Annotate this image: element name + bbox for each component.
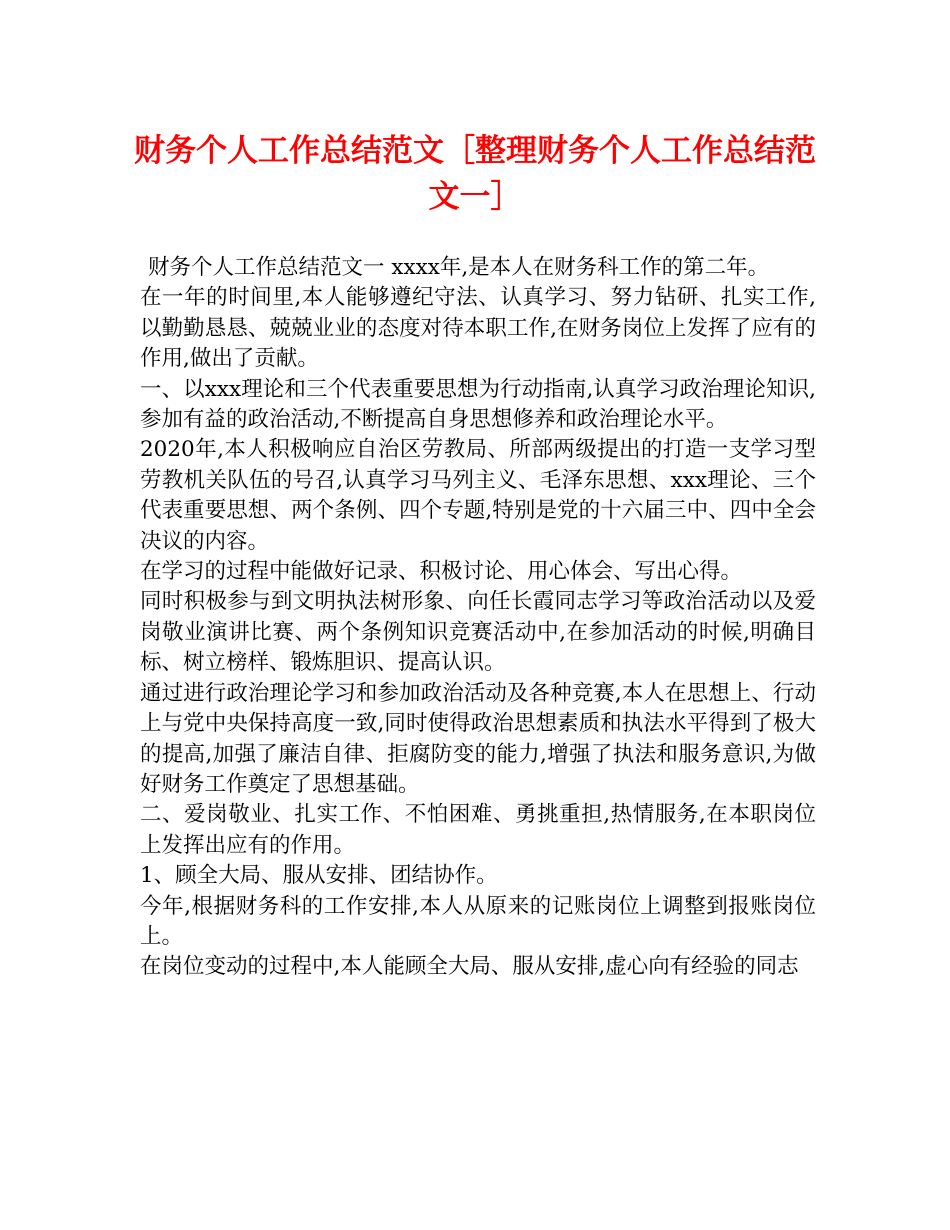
paragraph: 通过进行政治理论学习和参加政治活动及各种竞赛,本人在思想上、行动上与党中央保持高度一致,同时使得政治思想素质和执法水平得到了极大的提高,加强了廉洁自律、拒腐防变的能力,增强了执法和服务意识,为做好财务工作奠定了思想基础。 [140, 680, 816, 797]
paragraph: 1、顾全大局、服从安排、团结协作。 [140, 863, 498, 889]
paragraph: 财务个人工作总结范文一 xxxx年,是本人在财务科工作的第二年。 [148, 255, 770, 280]
paragraph: 同时积极参与到文明执法树形象、向任长霞同志学习等政治活动以及爱岗敬业演讲比赛、两个条例知识竞赛活动中,在参加活动的时候,明确目标、树立榜样、锻炼胆识、提高认识。 [140, 589, 816, 676]
document-body [140, 253, 816, 983]
paragraph: 二、爱岗敬业、扎实工作、不怕困难、勇挑重担,热情服务,在本职岗位上发挥出应有的作用。 [140, 802, 816, 858]
paragraph: 在一年的时间里,本人能够遵纪守法、认真学习、努力钻研、扎实工作,以勤勤恳恳、兢兢业业的态度对待本职工作,在财务岗位上发挥了应有的作用,做出了贡献。 [140, 285, 816, 372]
document-title: 财务个人工作总结范文［整理财务个人工作总结范文一］ [134, 133, 816, 215]
paragraph: 一、以xxx理论和三个代表重要思想为行动指南,认真学习政治理论知识,参加有益的政治活动,不断提高自身思想修养和政治理论水平。 [140, 376, 816, 433]
paragraph: 2020年,本人积极响应自治区劳教局、所部两级提出的打造一支学习型劳教机关队伍的号召,认真学习马列主义、毛泽东思想、xxx理论、三个代表重要思想、两个条例、四个专题,特别是党的十六届三中、四中全会决议的内容。 [140, 437, 816, 554]
paragraph: 在学习的过程中能做好记录、积极讨论、用心体会、写出心得。 [140, 559, 743, 585]
paragraph: 在岗位变动的过程中,本人能顾全大局、服从安排,虚心向有经验的同志 [140, 954, 799, 980]
paragraph: 今年,根据财务科的工作安排,本人从原来的记账岗位上调整到报账岗位上。 [140, 893, 816, 949]
